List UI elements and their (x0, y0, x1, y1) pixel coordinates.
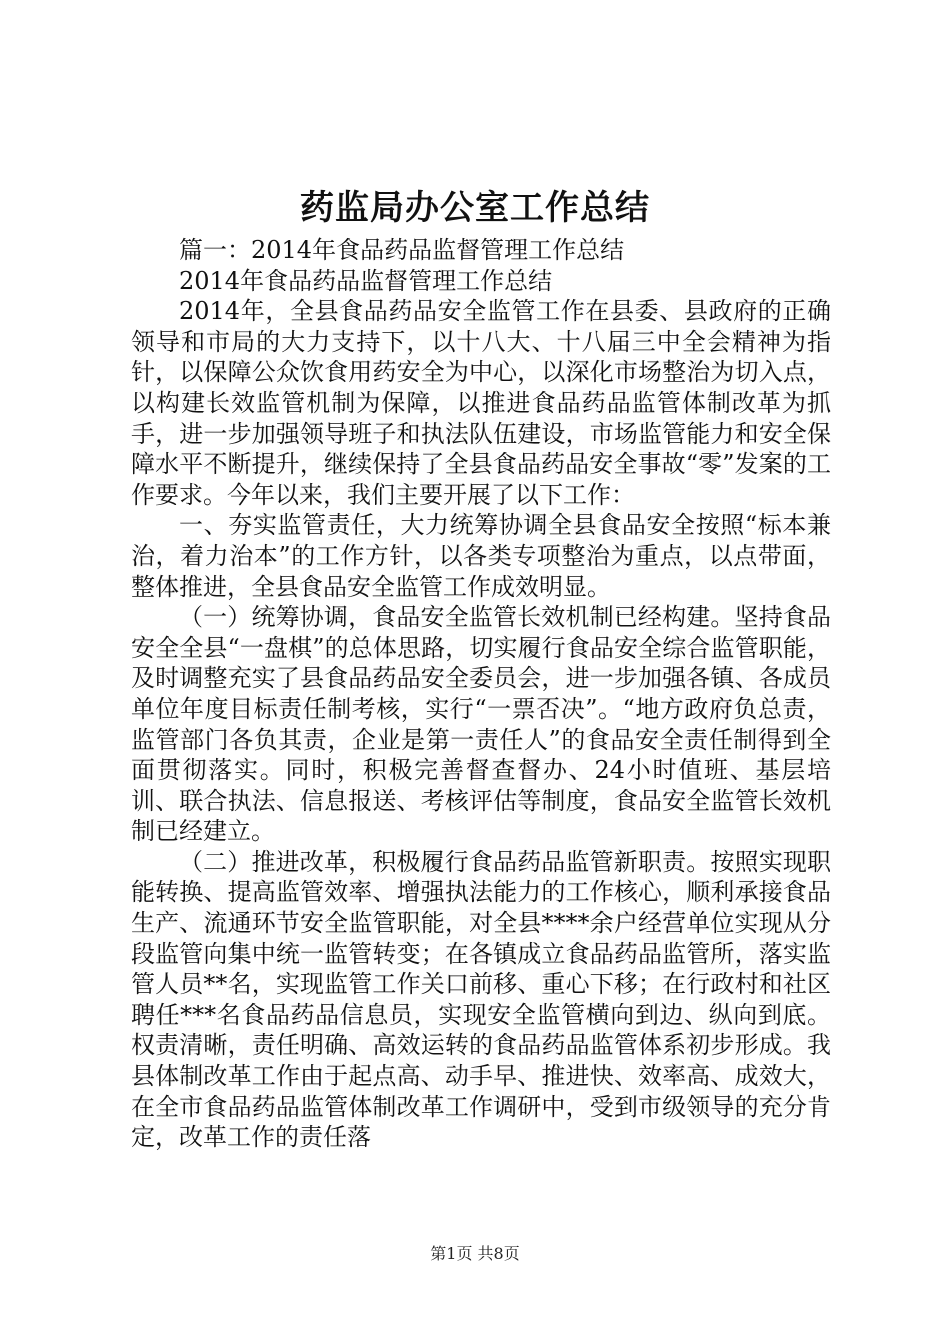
page-number-footer: 第1页 共8页 (430, 1244, 520, 1263)
document-body (131, 235, 831, 1153)
intro-paragraph: 2014年，全县食品药品安全监管工作在县委、县政府的正确领导和市局的大力支持下，以十八大、十八届三中全会精神为指针，以保障公众饮食用药安全为中心，以深化市场整治为切入点，以构建长效监管机制为保障，以推进食品药品监管体制改革为抓手，进一步加强领导班子和执法队伍建设，市场监管能力和安全保障水平不断提升，继续保持了全县食品药品安全事故“零”发案的工作要求。今年以来，我们主要开展了以下工作： (131, 297, 831, 509)
point-one-paragraph: 一、夯实监管责任，大力统筹协调全县食品安全按照“标本兼治，着力治本”的工作方针，以各类专项整治为重点，以点带面，整体推进，全县食品安全监管工作成效明显。 (131, 511, 831, 601)
section-heading: 篇一：2014年食品药品监督管理工作总结 (179, 236, 625, 264)
document-title: 药监局办公室工作总结 (300, 188, 650, 228)
section-subtitle: 2014年食品药品监督管理工作总结 (179, 266, 553, 295)
subpoint-one-paragraph: （一）统筹协调，食品安全监管长效机制已经构建。坚持食品安全全县“一盘棋”的总体思路，切实履行食品安全综合监管职能，及时调整充实了县食品药品安全委员会，进一步加强各镇、各成员单位年度目标责任制考核，实行“一票否决”。“地方政府负总责，监管部门各负其责，企业是第一责任人”的食品安全责任制得到全面贯彻落实。同时，积极完善督查督办、24小时值班、基层培训、联合执法、信息报送、考核评估等制度，食品安全监管长效机制已经建立。 (131, 603, 831, 846)
subpoint-two-paragraph: （二）推进改革，积极履行食品药品监管新职责。按照实现职能转换、提高监管效率、增强执法能力的工作核心，顺利承接食品生产、流通环节安全监管职能，对全县****余户经营单位实现从分段监管向集中统一监管转变；在各镇成立食品药品监管所，落实监管人员**名，实现监管工作关口前移、重心下移；在行政村和社区聘任***名食品药品信息员，实现安全监管横向到边、纵向到底。权责清晰，责任明确、高效运转的食品药品监管体系初步形成。我县体制改革工作由于起点高、动手早、推进快、效率高、成效大，在全市食品药品监管体制改革工作调研中，受到市级领导的充分肯定，改革工作的责任落 (131, 847, 831, 1152)
